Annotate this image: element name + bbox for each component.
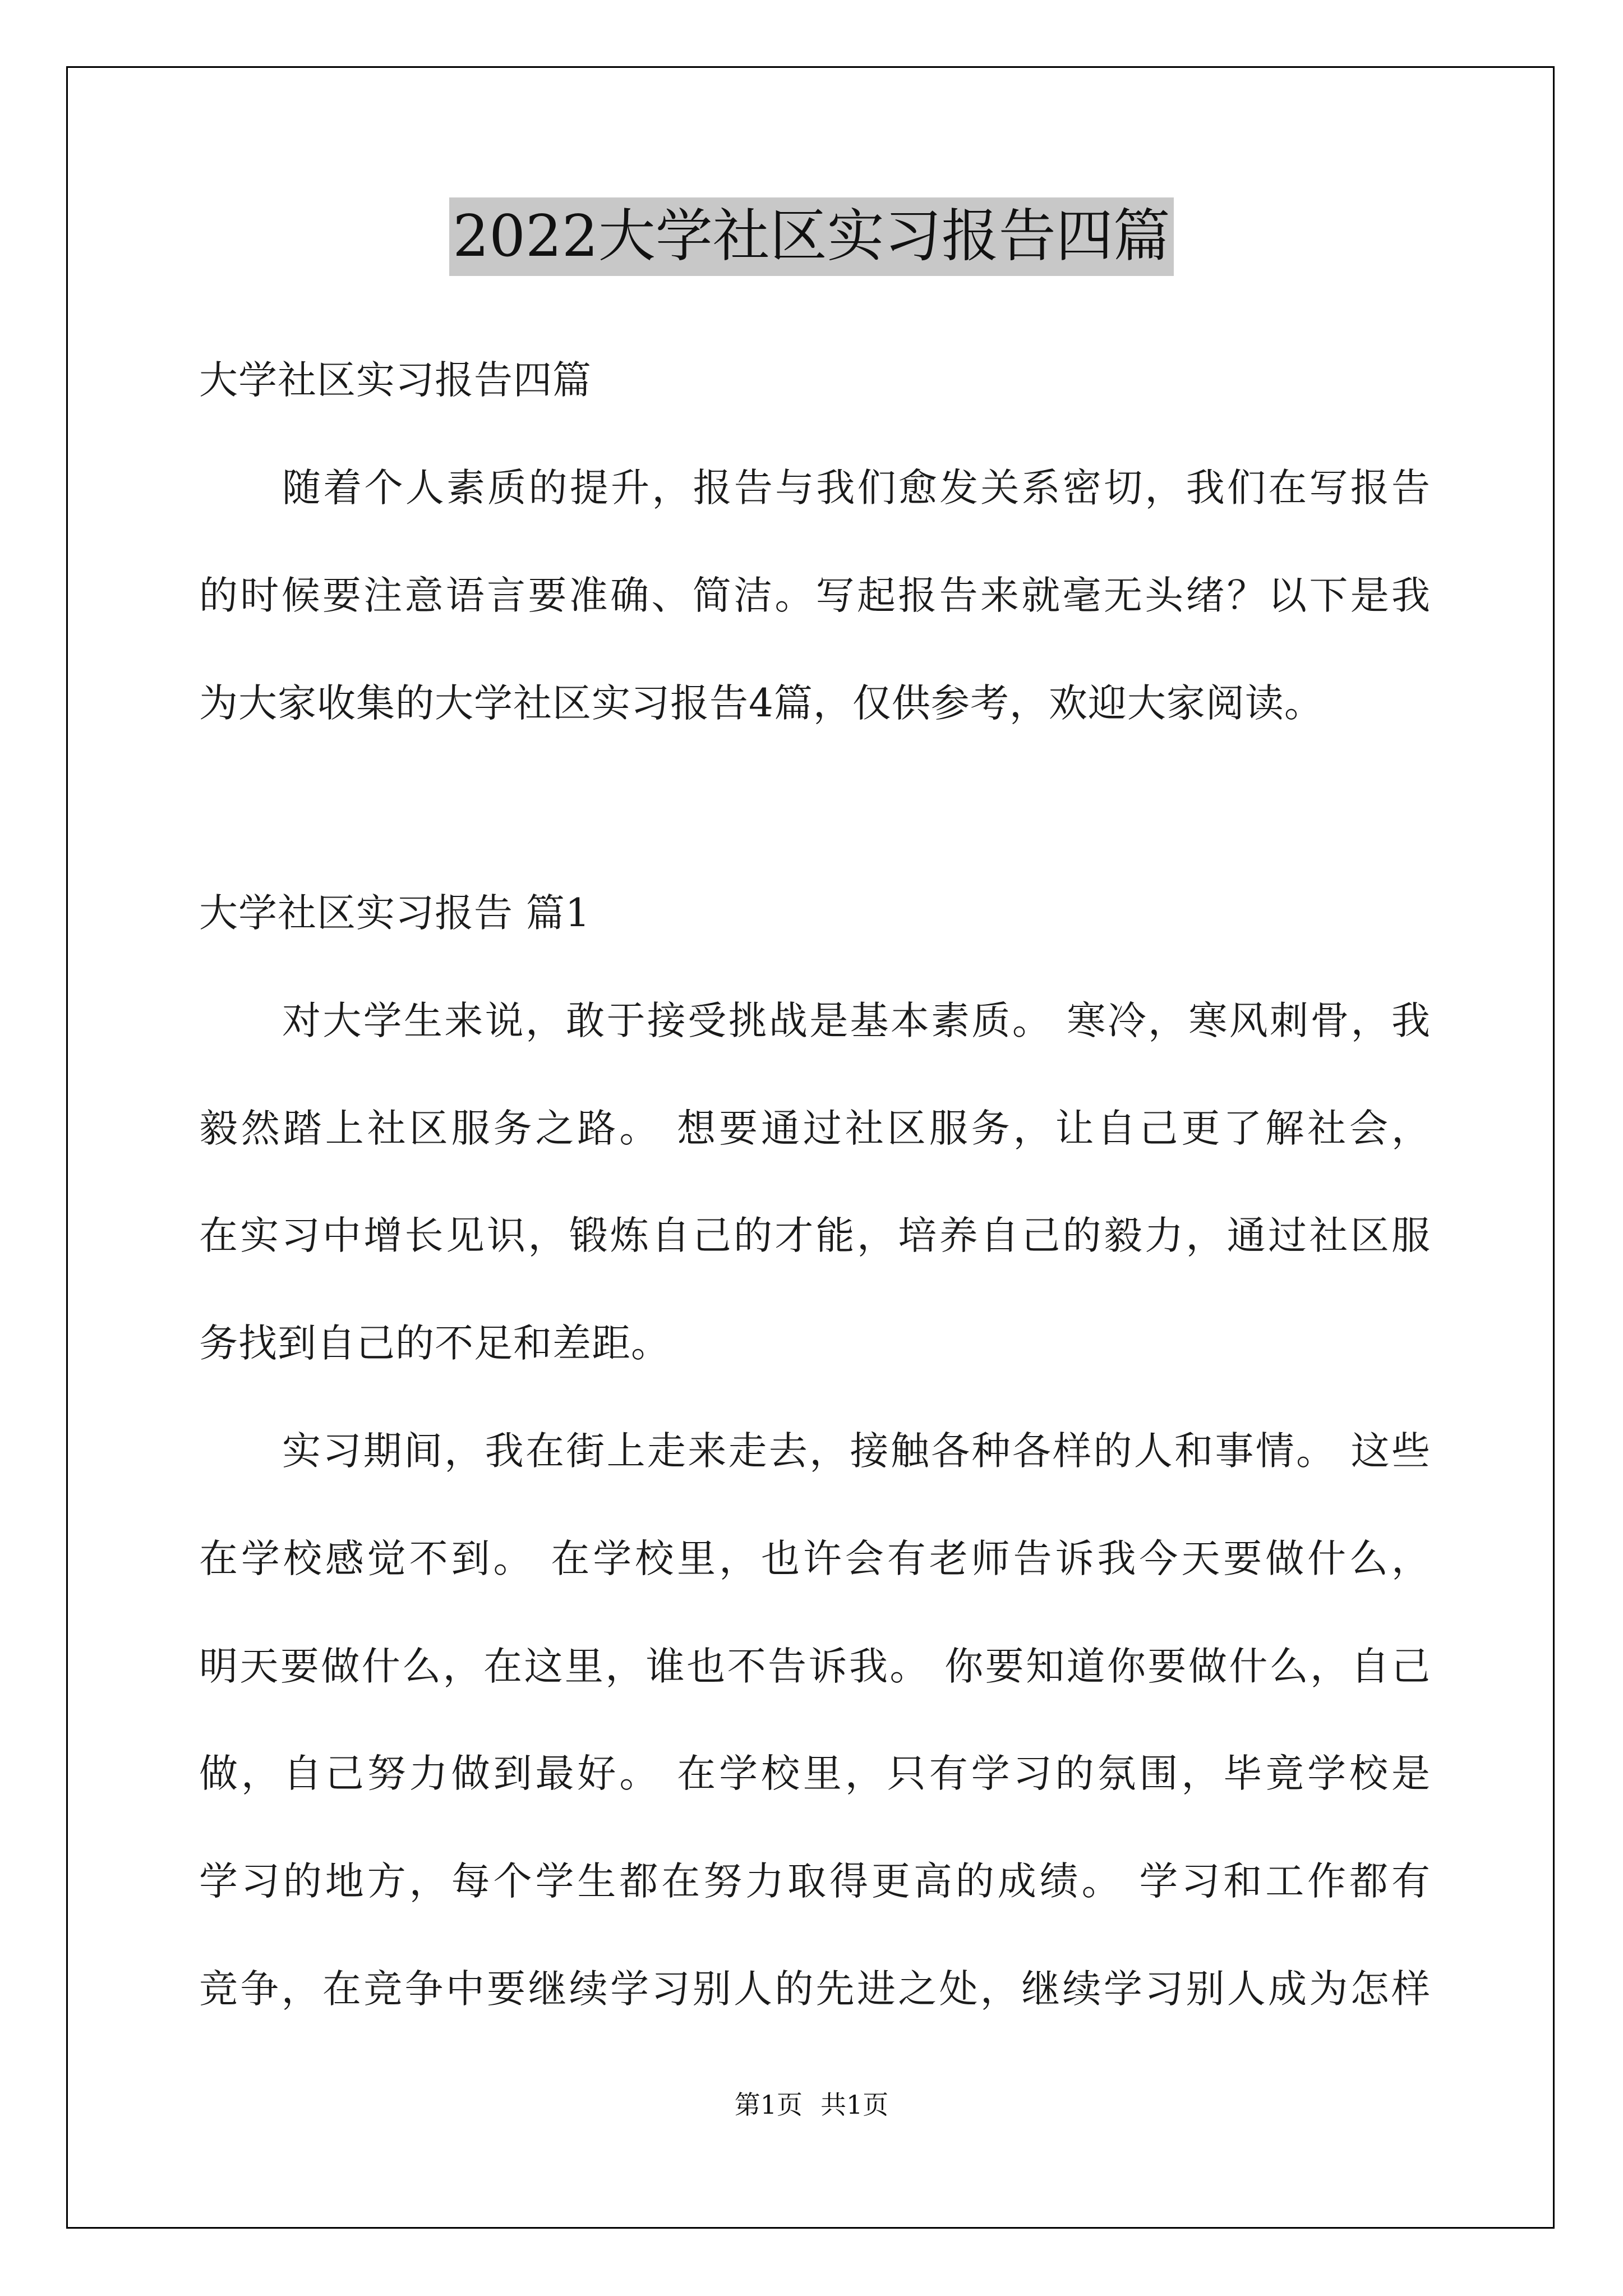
- paragraph-line: 在学校感觉不到。 在学校里，也许会有老师告诉我今天要做什么，: [199, 1536, 1431, 1581]
- paragraph-line: 竞争，在竞争中要继续学习别人的先进之处，继续学习别人成为怎样: [199, 1967, 1431, 2012]
- page-total: 共1页: [820, 2090, 889, 2120]
- subtitle: 大学社区实习报告四篇: [199, 358, 592, 403]
- intro-line: 随着个人素质的提升，报告与我们愈发关系密切，我们在写报告: [282, 466, 1431, 510]
- section-heading: 大学社区实习报告 篇1: [199, 891, 591, 936]
- page-footer: [0, 2088, 1623, 2122]
- intro-line: 为大家收集的大学社区实习报告4篇，仅供参考，欢迎大家阅读。: [199, 681, 1324, 726]
- paragraph-line: 毅然踏上社区服务之路。 想要通过社区服务，让自己更了解社会，: [199, 1106, 1431, 1151]
- paragraph-line: 明天要做什么，在这里，谁也不告诉我。 你要知道你要做什么，自己: [199, 1644, 1431, 1689]
- paragraph-line: 做，自己努力做到最好。 在学校里，只有学习的氛围，毕竟学校是: [199, 1751, 1431, 1796]
- title-container: [0, 197, 1623, 276]
- paragraph-line: 学习的地方，每个学生都在努力取得更高的成绩。 学习和工作都有: [199, 1859, 1431, 1904]
- intro-line: 的时候要注意语言要准确、简洁。写起报告来就毫无头绪？以下是我: [199, 573, 1431, 618]
- paragraph-line: 在实习中增长见识，锻炼自己的才能，培养自己的毅力，通过社区服: [199, 1213, 1431, 1258]
- page-number: 第1页: [734, 2090, 803, 2120]
- paragraph-line: 对大学生来说，敢于接受挑战是基本素质。 寒冷，寒风刺骨，我: [282, 999, 1431, 1043]
- paragraph-line: 务找到自己的不足和差距。: [199, 1321, 670, 1366]
- document-title: 2022大学社区实习报告四篇: [449, 197, 1174, 276]
- paragraph-line: 实习期间，我在街上走来走去，接触各种各样的人和事情。 这些: [282, 1429, 1431, 1474]
